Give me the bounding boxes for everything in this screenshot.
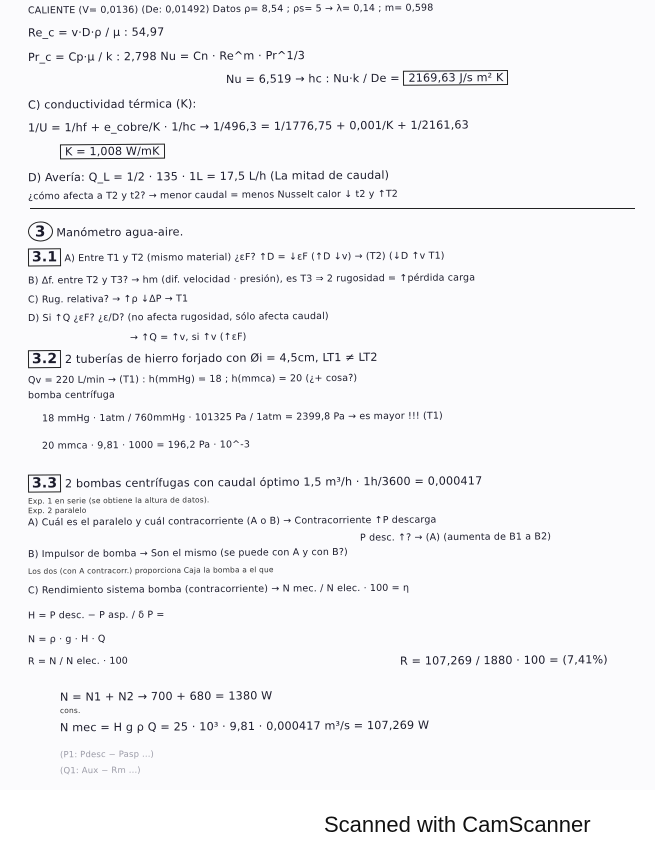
note-line: B) Impulsor de bomba → Son el mismo (se puede con A y con B?) [27,546,348,561]
note-line: ¿cómo afecta a T2 y t2? → menor caudal = menos Nusselt calor ↓ t2 y ↑T2 [27,188,399,203]
subsection-number: 3.3 [28,474,61,492]
note-line: bomba centrífuga [27,389,115,402]
note-line: Exp. 2 paralelo [27,505,87,516]
result-line: R = 107,269 / 1880 · 100 = (7,41%) [399,653,608,668]
note-line: P desc. ↑? → (A) (aumenta de B1 a B2) [359,531,552,544]
note-line: Los dos (con A contracorr.) proporciona Caja la bomba a el que [27,565,274,576]
note-line: 1/U = 1/hf + e_cobre/K · 1/hc → 1/496,3 = 1/1776,75 + 0,001/K + 1/2161,63 [27,118,469,135]
note-line: CALIENTE (V= 0,0136) (De: 0,01492) Datos ρ= 8,54 ; ρs= 5 → λ= 0,14 ; m= 0,598 [27,2,434,17]
note-line: N mec = H g ρ Q = 25 · 10³ · 9,81 · 0,000417 m³/s = 107,269 W [59,718,430,735]
section-number: 3 [28,221,53,241]
section-heading: 3 Manómetro agua-aire. [28,221,183,240]
note-line: R = N / N elec. · 100 [27,655,129,668]
note-line: 3.2 2 tuberías de hierro forjado con Øi = 4,5cm, LT1 ≠ LT2 [28,349,378,367]
note-line: 20 mmca · 9,81 · 1000 = 196,2 Pa · 10^-3 [41,439,251,452]
note-line: D) Si ↑Q ¿εF? ¿ε/D? (no afecta rugosidad, sólo afecta caudal) [27,310,329,325]
note-line: Re_c = v·D·ρ / μ : 54,97 [27,25,165,40]
note-line: cons. [59,705,81,716]
note-line: → ↑Q = ↑v, si ↑v (↑εF) [129,331,247,344]
faint-note: (Q1: Aux − Rm ...) [59,765,141,777]
result-box: 2169,63 J/s m² K [403,70,508,86]
faint-note: (P1: Pdesc − Pasp ...) [59,749,155,761]
note-line: C) Rug. relativa? → ↑ρ ↓ΔP → T1 [27,293,189,306]
note-line: Pr_c = Cp·μ / k : 2,798 Nu = Cn · Re^m · Pr^1/3 [27,49,306,64]
note-line: 18 mmHg · 1atm / 760mmHg · 101325 Pa / 1atm = 2399,8 Pa → es mayor !!! (T1) [41,410,443,425]
note-line: D) Avería: Q_L = 1/2 · 135 · 1L = 17,5 L/h (La mitad de caudal) [27,168,390,185]
note-line: 3.1 A) Entre T1 y T2 (mismo material) ¿εF? ↑D = ↓εF (↑D ↓v) → (T2) (↓D ↑v T1) [28,247,445,266]
note-line: Qv = 220 L/min → (T1) : h(mmHg) = 18 ; h(mmca) = 20 (¿+ cosa?) [27,372,358,387]
result-box: K = 1,008 W/mK [60,144,165,160]
note-line: Exp. 1 en serie (se obtiene la altura de datos). [27,495,210,506]
note-line: A) Cuál es el paralelo y cuál contracorriente (A o B) → Contracorriente ↑P descarga [27,514,437,529]
subsection-number: 3.2 [28,350,61,368]
note-line: N = N1 + N2 → 700 + 680 = 1380 W [59,689,273,704]
camscanner-watermark: Scanned with CamScanner [324,812,591,837]
note-line: H = P desc. − P asp. / δ P = [27,609,165,622]
note-line: C) Rendimiento sistema bomba (contracorriente) → N mec. / N elec. · 100 = η [27,582,410,597]
note-line: N = ρ · g · H · Q [27,633,106,646]
note-line: B) Δf. entre T2 y T3? → hm (dif. velocidad · presión), es T3 ⇒ 2 rugosidad = ↑pérdida carga [27,272,476,287]
note-line [60,145,165,159]
note-line: C) conductividad térmica (K): [27,97,197,112]
note-line: 3.3 2 bombas centrífugas con caudal óptimo 1,5 m³/h · 1h/3600 = 0,000417 [28,472,482,491]
subsection-number: 3.1 [28,248,61,266]
divider [30,208,635,209]
note-line: Nu = 6,519 → hc : Nu·k / De = 2169,63 J/s m² K [226,71,509,86]
